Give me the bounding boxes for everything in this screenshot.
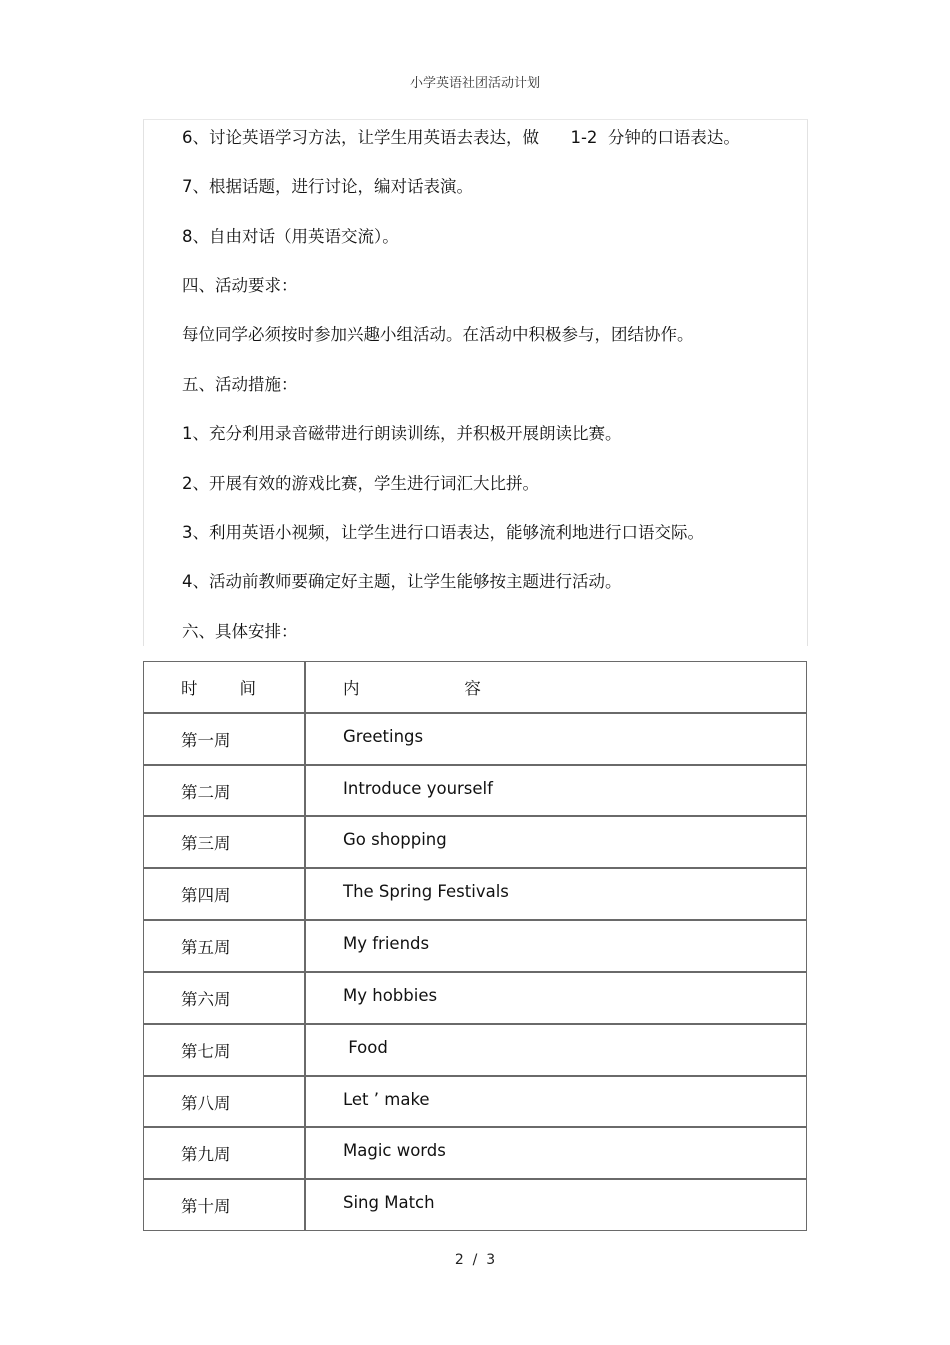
- week-cell: [143, 920, 305, 972]
- week-cell: [143, 1076, 305, 1128]
- week-cell: [143, 713, 305, 765]
- paragraph-requirements: 每位同学必须按时参加兴趣小组活动。在活动中积极参与，团结协作。: [182, 325, 694, 344]
- week-label: 第十周: [181, 1197, 231, 1217]
- week-label: 第七周: [181, 1041, 231, 1061]
- week-label: 第四周: [181, 886, 231, 906]
- week-cell: [143, 868, 305, 920]
- table-row: [143, 1076, 807, 1128]
- week-label: 第一周: [181, 730, 231, 750]
- header-content-label: 内 容: [343, 679, 481, 698]
- table-row: [143, 920, 807, 972]
- week-label: 第二周: [181, 782, 231, 802]
- topic-label: The Spring Festivals: [343, 882, 509, 902]
- topic-cell: [305, 816, 807, 868]
- topic-cell: [305, 1127, 807, 1179]
- week-label: 第五周: [181, 938, 231, 958]
- topic-cell: [305, 972, 807, 1024]
- section-heading-requirements: 四、活动要求：: [182, 276, 298, 295]
- page-header-title: 小学英语社团活动计划: [409, 76, 540, 91]
- header-cell-content: [305, 661, 807, 713]
- topic-cell: [305, 765, 807, 817]
- table-row: [143, 713, 807, 765]
- topic-label: My hobbies: [343, 985, 438, 1005]
- header-cell-time: [143, 661, 305, 713]
- week-cell: [143, 1179, 305, 1231]
- table-header-row: [143, 661, 807, 713]
- measure-item-2: 2、开展有效的游戏比赛，学生进行词汇大比拼。: [182, 474, 539, 493]
- week-cell: [143, 816, 305, 868]
- table-row: [143, 972, 807, 1024]
- topic-label: Go shopping: [343, 830, 447, 850]
- topic-label: Sing Match: [343, 1193, 435, 1213]
- topic-label: Let ’ make: [343, 1089, 430, 1109]
- page-number: 2 / 3: [454, 1252, 496, 1268]
- table-row: [143, 765, 807, 817]
- week-cell: [143, 1127, 305, 1179]
- week-label: 第六周: [181, 989, 231, 1009]
- measure-item-4: 4、活动前教师要确定好主题，让学生能够按主题进行活动。: [182, 572, 622, 591]
- paragraph-item-6: 6、讨论英语学习方法，让学生用英语去表达，做 1-2 分钟的口语表达。: [182, 128, 740, 147]
- paragraph-item-8: 8、自由对话（用英语交流）。: [182, 227, 399, 246]
- week-cell: [143, 1024, 305, 1076]
- section-heading-schedule: 六、具体安排：: [182, 622, 298, 641]
- table-row: [143, 816, 807, 868]
- topic-cell: [305, 1179, 807, 1231]
- measure-item-1: 1、充分利用录音磁带进行朗读训练，并积极开展朗读比赛。: [182, 424, 622, 443]
- topic-cell: [305, 713, 807, 765]
- week-label: 第三周: [181, 834, 231, 854]
- paragraph-item-7: 7、根据话题，进行讨论，编对话表演。: [182, 177, 473, 196]
- week-label: 第九周: [181, 1145, 231, 1165]
- section-heading-measures: 五、活动措施：: [182, 375, 298, 394]
- topic-label: My friends: [343, 934, 430, 954]
- topic-label: Greetings: [343, 726, 424, 746]
- topic-label: Introduce yourself: [343, 778, 493, 798]
- topic-cell: [305, 920, 807, 972]
- topic-cell: [305, 1076, 807, 1128]
- topic-cell: [305, 868, 807, 920]
- week-cell: [143, 765, 305, 817]
- week-cell: [143, 972, 305, 1024]
- measure-item-3: 3、利用英语小视频，让学生进行口语表达，能够流利地进行口语交际。: [182, 523, 704, 542]
- topic-cell: [305, 1024, 807, 1076]
- week-label: 第八周: [181, 1093, 231, 1113]
- header-time-label: 时 间: [181, 679, 256, 698]
- table-row: [143, 1127, 807, 1179]
- topic-label: Magic words: [343, 1141, 446, 1161]
- table-row: [143, 1024, 807, 1076]
- table-row: [143, 868, 807, 920]
- schedule-table: [143, 661, 807, 1231]
- topic-label: Food: [343, 1037, 388, 1057]
- table-row: [143, 1179, 807, 1231]
